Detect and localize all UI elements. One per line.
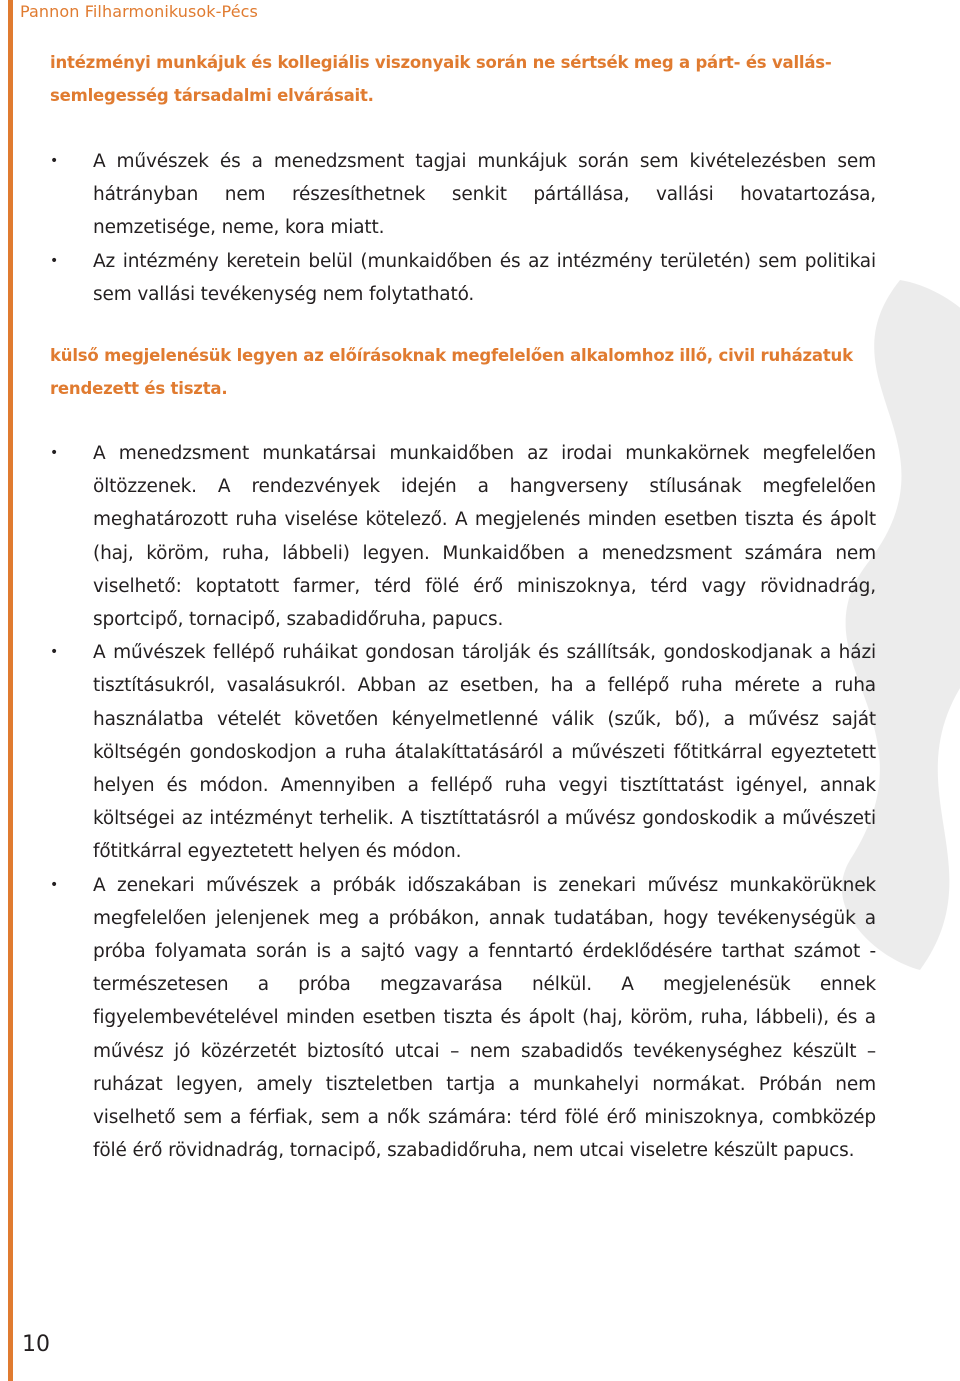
list-item: • A zenekari művészek a próbák időszakában is zenekari művész munkakörüknek megfelelően jelenjenek meg a próbákon, annak tudatában, hogy tevékenységük a próba folyamata során is a sajtó vagy a fenntartó érdeklődésére tarthat számot - természetesen a próba megzavarása nélkül. A megjelenésük ennek figyelembevételével minden esetben tiszta és ápolt (haj, köröm, ruha, lábbeli), és a művész jó közérzetét biztosító utcai – nem szabadidős tevékenységhez készült – ruházat legyen, amely tiszteletben tartja a munkahelyi normákat. Próbán nem viselhető sem a férfiak, sem a nők számára: térd fölé érő miniszoknya, combközép fölé érő rövidnadrág, tornacipő, szabadidőruha, nem utcai viseletre készült papucs. [50,869,876,1168]
bullet-list-neutrality [50,145,876,311]
page-number: 10 [22,1332,50,1357]
bullet-icon: • [50,644,59,661]
page-header: Pannon Filharmonikusok-Pécs [20,2,258,21]
list-item: • A művészek és a menedzsment tagjai munkájuk során sem kivételezésben sem hátrányban nem részesíthetnek senkit pártállása, vallási hovatartozása, nemzetisége, neme, kora miatt. [50,145,876,245]
list-item: • A művészek fellépő ruháikat gondosan tárolják és szállítsák, gondoskodjanak a házi tisztításukról, vasalásukról. Abban az esetben, ha a fellépő ruha mérete a ruha használatba vételét követően kényelmetlenné válik (szűk, bő), a művész saját költségén gondoskodjon a ruha átalakíttatásáról a művészeti főtitkárral egyeztetett helyen és módon. Amennyiben a fellépő ruha vegyi tisztíttatást igényel, annak költségei az intézményt terhelik. A tisztíttatásról a művész gondoskodik a művészeti főtitkárral egyeztetett helyen és módon. [50,636,876,868]
bullet-icon: • [50,445,59,462]
bullet-icon: • [50,153,59,169]
bullet-icon: • [50,876,59,893]
section-heading-appearance: külső megjelenésük legyen az előírásoknak megfelelően alkalomhoz illő, civil ruházatuk rendezett és tiszta. [50,346,853,399]
bullet-icon: • [50,252,59,269]
section-heading-neutrality: intézményi munkájuk és kollegiális viszonyaik során ne sértsék meg a párt- és vallás-semlegesség társadalmi elvárásait. [50,53,832,105]
list-item: • A menedzsment munkatársai munkaidőben az irodai munkakörnek megfelelően öltözzenek. A rendezvények idején a hangverseny stílusának megfelelően meghatározott ruha viselése kötelező. A megjelenés minden esetben tiszta és ápolt (haj, köröm, ruha, lábbeli) legyen. Munkaidőben a menedzsment számára nem viselhető: koptatott farmer, térd fölé érő miniszoknya, térd vagy rövidnadrág, sportcipő, tornacipő, szabadidőruha, papucs. [50,437,876,636]
list-item: • Az intézmény keretein belül (munkaidőben és az intézmény területén) sem politikai sem vallási tevékenység nem folytatható. [50,245,876,311]
bullet-list-appearance [50,437,876,1167]
document-body [50,46,876,1167]
side-accent-rule [8,0,13,1381]
